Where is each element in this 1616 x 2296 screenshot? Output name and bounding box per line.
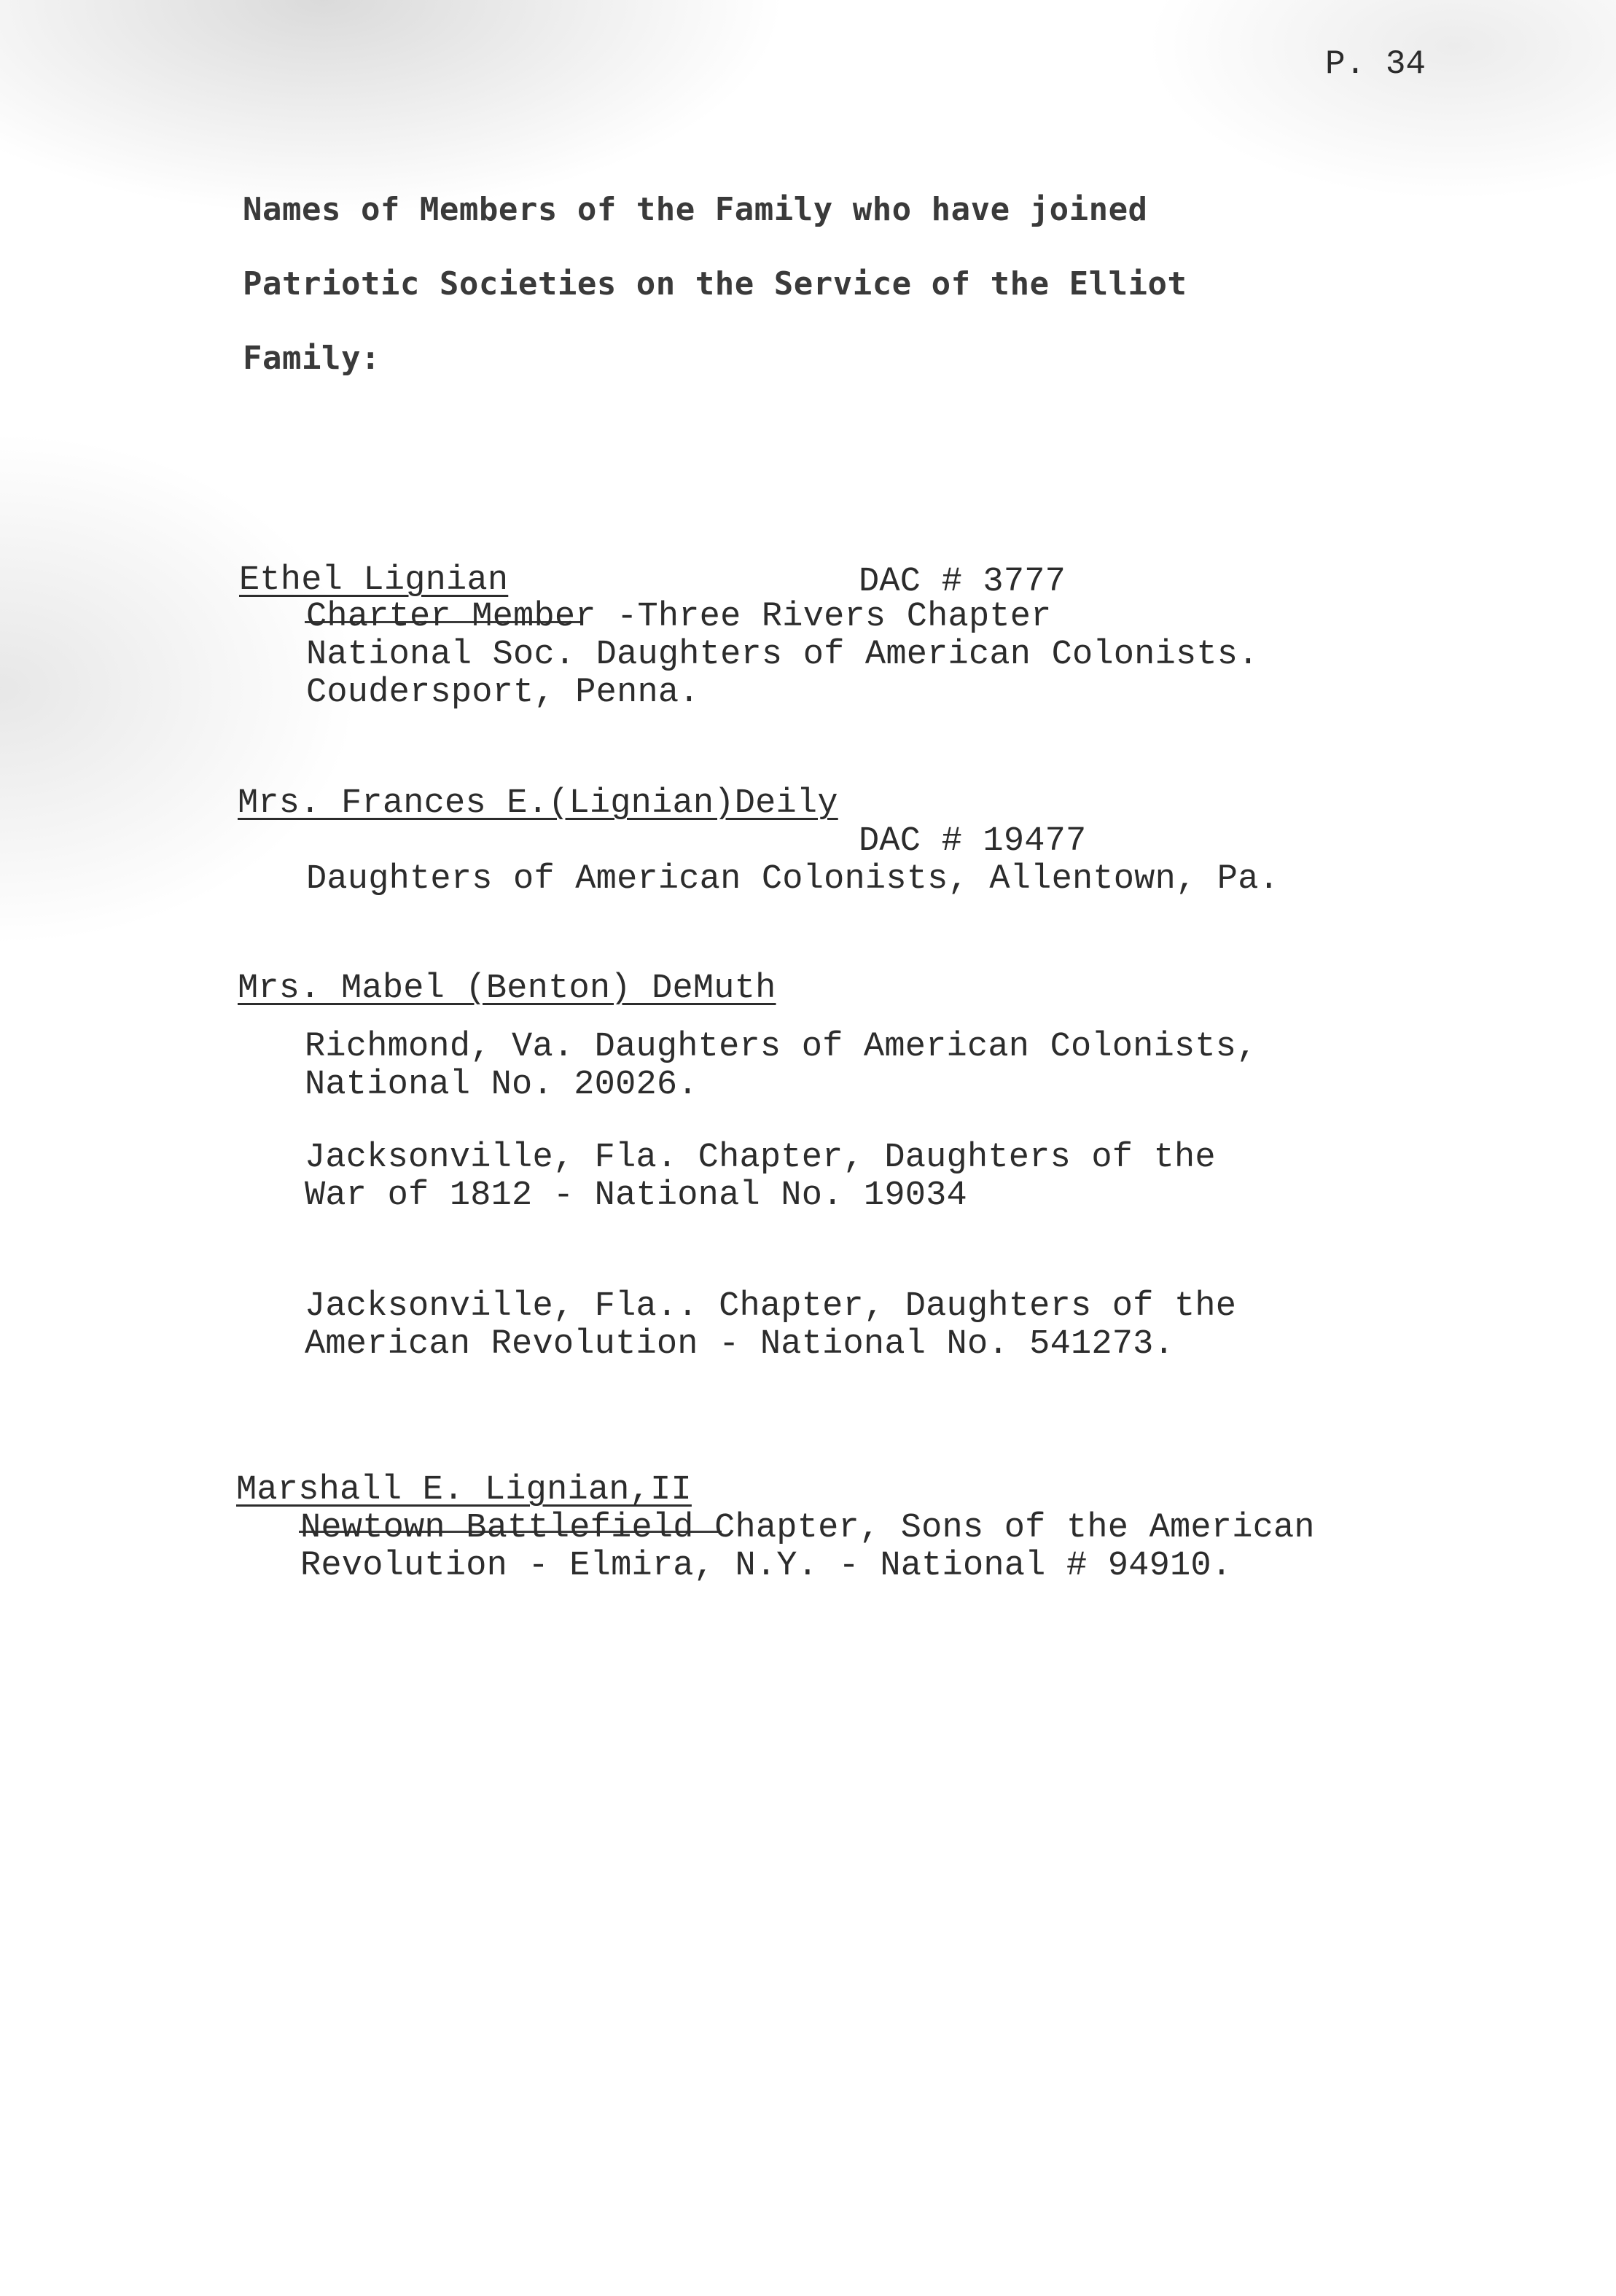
page-number: P. 34 [1325, 45, 1426, 83]
entry-name: Ethel Lignian [239, 561, 509, 600]
entry-line: Coudersport, Penna. [306, 673, 700, 712]
entry-id: DAC # 19477 [859, 822, 1087, 861]
entry-line: Jacksonville, Fla. Chapter, Daughters of the [305, 1139, 1216, 1177]
entry-line: Richmond, Va. Daughters of American Colonists, [305, 1028, 1257, 1066]
entry-line: Jacksonville, Fla.. Chapter, Daughters of the [305, 1287, 1237, 1326]
entry-line: Daughters of American Colonists, Allentown, Pa. [306, 860, 1280, 899]
entry-line: National No. 20026. [305, 1066, 698, 1104]
entry-line: War of 1812 - National No. 19034 [305, 1176, 967, 1215]
entry-line: American Revolution - National No. 541273. [305, 1325, 1174, 1364]
entry-line: National Soc. Daughters of American Colonists. [306, 636, 1259, 674]
entry-line: Charter Member -Three Rivers Chapter [306, 598, 1052, 636]
entry-name: Mrs. Mabel (Benton) DeMuth [238, 969, 776, 1008]
heading-line-3: Family: [243, 340, 380, 377]
entry-name: Marshall E. Lignian,II [236, 1471, 692, 1510]
heading-line-2: Patriotic Societies on the Service of the Elliot [243, 265, 1187, 302]
entry-name: Mrs. Frances E.(Lignian)Deily [238, 784, 838, 823]
entry-line: Newtown Battlefield Chapter, Sons of the American [300, 1509, 1315, 1547]
entry-line: Revolution - Elmira, N.Y. - National # 94910. [300, 1547, 1233, 1585]
entry-id: DAC # 3777 [859, 563, 1066, 601]
heading-line-1: Names of Members of the Family who have joined [243, 191, 1148, 228]
